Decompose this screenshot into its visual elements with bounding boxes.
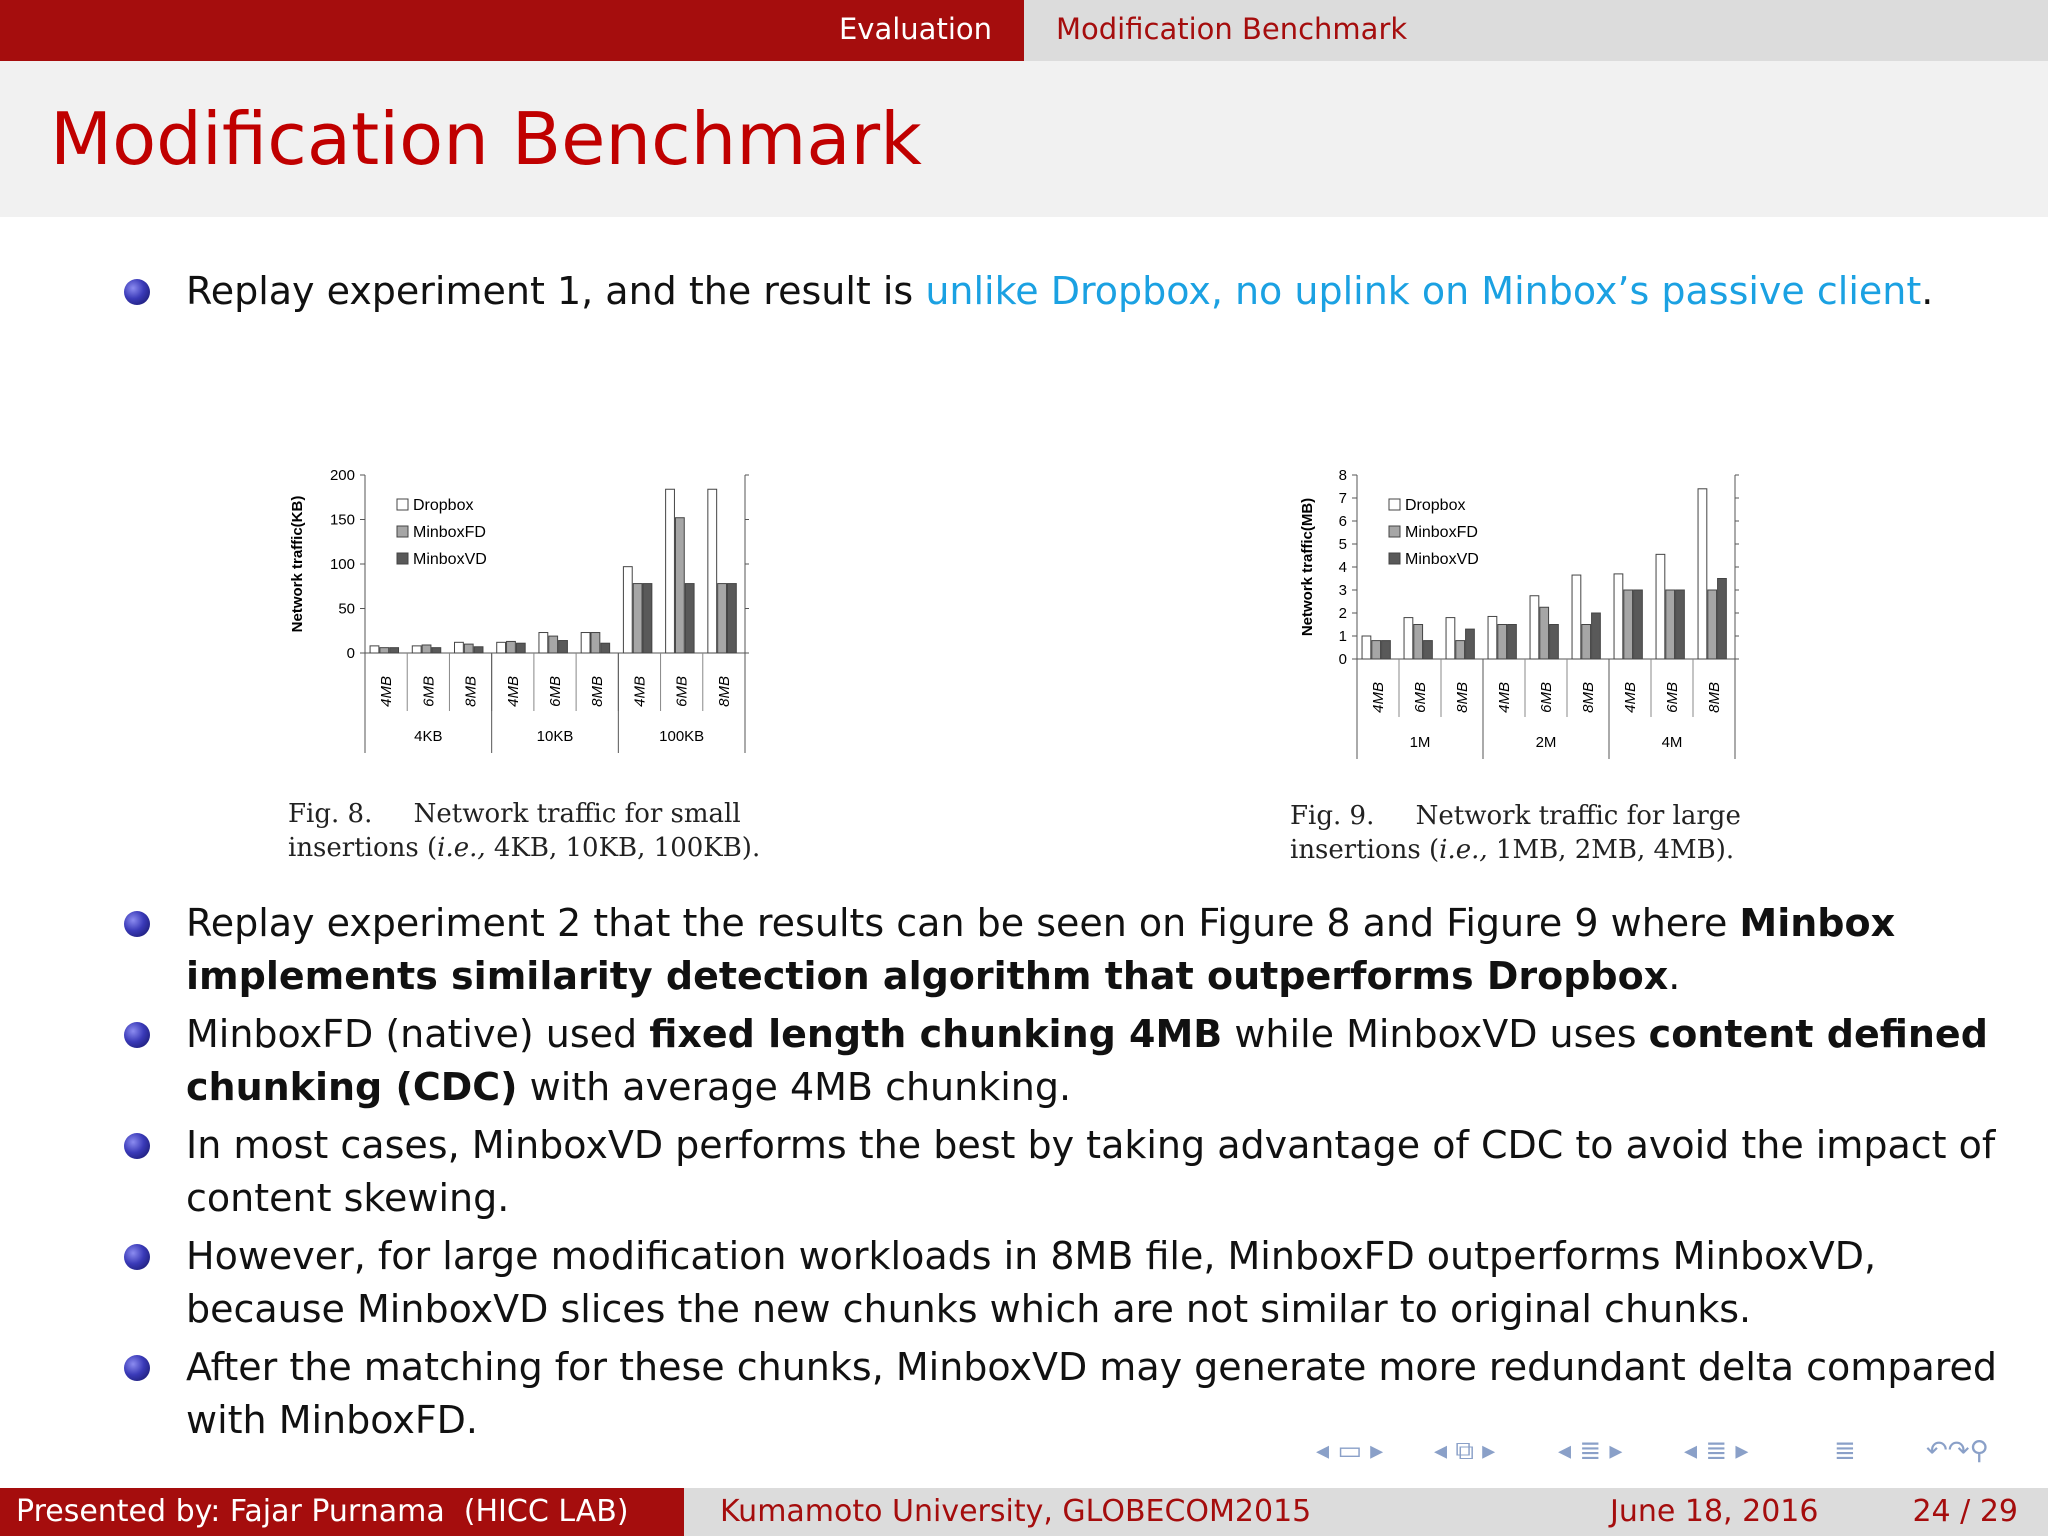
legend-label: MinboxVD (1405, 551, 1479, 568)
x-tick-label: 8MB (589, 676, 607, 707)
page-number[interactable]: 24 / 29 (1912, 1494, 2018, 1529)
legend-label: Dropbox (413, 497, 474, 514)
bullet-1 (186, 265, 2006, 318)
legend-swatch (1389, 553, 1400, 564)
y-tick-label: 7 (1338, 490, 1347, 507)
x-tick-label: 6MB (1412, 682, 1429, 713)
bold-text: fixed length chunking 4MB (649, 1012, 1223, 1056)
bar-minboxfd (675, 518, 684, 653)
bullet-2 (186, 897, 2006, 1003)
title-bar (0, 61, 2048, 217)
bar-minboxvd (390, 648, 399, 653)
x-tick-label: 6MB (673, 676, 691, 707)
nav-section-icon[interactable]: ◂ ≣ ▸ (1684, 1436, 1749, 1466)
nav-subsection-icon[interactable]: ◂ ≣ ▸ (1558, 1436, 1623, 1466)
group-label: 4KB (414, 728, 443, 745)
bar-dropbox (1572, 575, 1581, 659)
bar-minboxfd (422, 645, 431, 653)
x-tick-label: 4MB (378, 676, 396, 707)
group-label: 2M (1535, 734, 1557, 751)
bar-minboxfd (1540, 607, 1549, 659)
bar-dropbox (708, 489, 717, 653)
caption-text: 1MB, 2MB, 4MB). (1487, 835, 1735, 865)
caption-text: insertions ( (288, 833, 438, 863)
bullet-text: In most cases, MinboxVD performs the best by taking advantage of CDC to avoid the impact of content skewing. (186, 1123, 1996, 1220)
bar-dropbox (1698, 489, 1707, 659)
section-tab[interactable] (0, 0, 1024, 61)
bar-minboxfd (591, 633, 600, 653)
bar-dropbox (1404, 618, 1413, 659)
x-tick-label: 8MB (462, 676, 480, 707)
bar-dropbox (1656, 554, 1665, 659)
x-tick-label: 8MB (1580, 682, 1597, 713)
caption-text: 4KB, 10KB, 100KB). (485, 833, 761, 863)
bar-dropbox (1446, 618, 1455, 659)
caption-line: Fig. 8. Network traffic for small (288, 799, 741, 829)
bar-minboxvd (516, 643, 525, 653)
bullet-marker-icon (124, 911, 150, 937)
y-tick-label: 150 (329, 511, 355, 529)
bar-dropbox (370, 646, 379, 653)
bullet-text: Replay experiment 2 that the results can be seen on Figure 8 and Figure 9 where (186, 901, 1740, 945)
x-tick-label: 4MB (1622, 682, 1639, 713)
footer-bar (0, 1488, 2048, 1536)
legend-label: Dropbox (1405, 497, 1466, 514)
legend-label: MinboxFD (1405, 524, 1478, 541)
y-tick-label: 200 (329, 467, 355, 484)
bullet-marker-icon (124, 279, 150, 305)
x-tick-label: 6MB (1664, 682, 1681, 713)
header-bar (0, 0, 2048, 61)
legend-label: MinboxFD (413, 524, 486, 541)
footer-info (1366, 1488, 2048, 1536)
bullet-marker-icon (124, 1355, 150, 1381)
caption-text: i.e., (1439, 835, 1488, 865)
caption-line (1290, 833, 1741, 867)
y-tick-label: 50 (338, 600, 355, 618)
nav-first-icon[interactable]: ◂ ▭ ▸ (1316, 1436, 1384, 1466)
bar-minboxfd (1624, 590, 1633, 659)
bullet-3 (186, 1008, 2006, 1114)
figure-8-chart (280, 460, 760, 760)
x-tick-label: 6MB (547, 676, 564, 707)
bullet-text: However, for large modification workloads in 8MB file, MinboxFD outperforms MinboxVD, because MinboxVD slices the new chunks which are not similar to original chunks. (186, 1234, 1877, 1331)
bullet-text: After the matching for these chunks, MinboxVD may generate more redundant delta compared with MinboxFD. (186, 1345, 1998, 1442)
footer-venue (684, 1488, 1366, 1536)
legend-swatch (1389, 499, 1400, 510)
bold-text: content defined chunking (CDC) (186, 1012, 1988, 1109)
bar-dropbox (623, 567, 632, 653)
bar-minboxvd (432, 648, 441, 653)
bullet-marker-icon (124, 1244, 150, 1270)
group-label: 100KB (659, 728, 705, 745)
bar-dropbox (455, 642, 464, 653)
caption-line: Fig. 9. Network traffic for large (1290, 801, 1741, 831)
x-tick-label: 6MB (1538, 682, 1555, 713)
bar-minboxvd (559, 641, 568, 653)
y-tick-label: 0 (346, 645, 355, 662)
x-tick-label: 8MB (1454, 682, 1471, 713)
date-text: June 18, 2016 (1610, 1494, 1819, 1529)
subsection-label: Modification Benchmark (1056, 12, 1408, 46)
x-tick-label: 4MB (1370, 682, 1387, 713)
highlight-text: unlike Dropbox, no uplink on Minbox’s passive client (925, 269, 1922, 313)
y-tick-label: 4 (1338, 559, 1347, 576)
group-label: 1M (1409, 734, 1431, 751)
bar-minboxfd (1456, 641, 1465, 659)
slide-title: Modification Benchmark (50, 97, 922, 181)
bar-minboxvd (474, 647, 483, 653)
x-tick-label: 6MB (420, 676, 438, 707)
legend-label: MinboxVD (413, 551, 487, 568)
bar-minboxfd (507, 641, 516, 653)
bar-minboxvd (727, 584, 736, 653)
bar-minboxvd (601, 643, 610, 653)
y-tick-label: 3 (1338, 582, 1347, 599)
figure-9-caption (1290, 799, 1741, 867)
y-tick-label: 100 (329, 556, 355, 573)
x-tick-label: 4MB (631, 676, 649, 707)
bullet-text: Replay experiment 1, and the result is (186, 269, 926, 313)
nav-search-icon[interactable]: ↶↷⚲ (1926, 1436, 1989, 1466)
bar-dropbox (412, 646, 421, 653)
bullet-text: . (1921, 269, 1934, 313)
bar-minboxvd (1424, 641, 1433, 659)
x-tick-label: 8MB (1706, 682, 1723, 713)
bar-minboxfd (1708, 590, 1717, 659)
bar-minboxfd (1498, 625, 1507, 660)
bullet-4 (186, 1119, 2006, 1225)
bar-dropbox (1614, 574, 1623, 659)
nav-align-icon[interactable]: ≣ (1834, 1436, 1856, 1466)
y-tick-label: 2 (1338, 605, 1347, 622)
bold-text: Minbox implements similarity detection algorithm that outperforms Dropbox (186, 901, 1896, 998)
bar-dropbox (581, 633, 590, 653)
bar-minboxvd (685, 584, 694, 653)
bar-minboxfd (1372, 641, 1381, 659)
caption-line (288, 831, 760, 865)
bar-minboxvd (1508, 625, 1517, 660)
legend-swatch (397, 526, 408, 537)
bar-dropbox (497, 642, 506, 653)
bar-dropbox (1530, 596, 1539, 659)
bar-minboxvd (1550, 625, 1559, 660)
figure-8-caption (288, 797, 760, 865)
bar-minboxfd (718, 584, 727, 653)
bar-minboxvd (643, 584, 652, 653)
y-axis-label: Network traffic(KB) (289, 495, 306, 633)
section-label: Evaluation (838, 12, 992, 46)
bullet-5 (186, 1230, 2006, 1336)
subsection-tab[interactable] (1024, 0, 2048, 61)
nav-frame-icon[interactable]: ◂ ⧉ ▸ (1434, 1436, 1496, 1466)
bullet-text: while MinboxVD uses (1222, 1012, 1649, 1056)
bullet-text: with average 4MB chunking. (517, 1065, 1072, 1109)
y-tick-label: 8 (1338, 467, 1347, 484)
bar-minboxfd (380, 648, 389, 653)
legend-swatch (1389, 526, 1400, 537)
bar-minboxvd (1592, 613, 1601, 659)
bar-minboxvd (1634, 590, 1643, 659)
venue-text: Kumamoto University, GLOBECOM2015 (720, 1494, 1312, 1529)
bar-minboxfd (633, 584, 642, 653)
legend-swatch (397, 499, 408, 510)
caption-text: insertions ( (1290, 835, 1440, 865)
bar-dropbox (1488, 616, 1497, 659)
beamer-navigation (1310, 1436, 2030, 1476)
bar-minboxfd (1414, 625, 1423, 660)
y-tick-label: 5 (1338, 536, 1347, 553)
bar-minboxvd (1676, 590, 1685, 659)
group-label: 10KB (536, 728, 574, 745)
bullet-marker-icon (124, 1133, 150, 1159)
bar-dropbox (539, 633, 548, 653)
caption-text: i.e., (437, 833, 486, 863)
bar-minboxfd (1666, 590, 1675, 659)
bar-minboxvd (1718, 579, 1727, 660)
bar-minboxvd (1382, 641, 1391, 659)
bar-dropbox (666, 489, 675, 653)
x-tick-label: 4MB (504, 676, 522, 707)
y-tick-label: 6 (1338, 513, 1347, 530)
footer-presenter (0, 1488, 684, 1536)
x-tick-label: 4MB (1496, 682, 1513, 713)
y-tick-label: 0 (1338, 651, 1347, 668)
bar-dropbox (1362, 636, 1371, 659)
bar-minboxfd (1582, 625, 1591, 660)
bullet-6 (186, 1341, 2006, 1447)
y-axis-label: Network traffic(MB) (1299, 497, 1316, 637)
bar-minboxfd (464, 644, 473, 653)
bullet-marker-icon (124, 1022, 150, 1048)
figure-9-chart (1290, 460, 1770, 760)
presenter-text: Presented by: Fajar Purnama (HICC LAB) (16, 1494, 629, 1529)
legend-swatch (397, 553, 408, 564)
bar-minboxvd (1466, 629, 1475, 659)
bar-minboxfd (549, 636, 558, 653)
bullet-text: MinboxFD (native) used (186, 1012, 650, 1056)
x-tick-label: 8MB (715, 676, 733, 707)
group-label: 4M (1661, 734, 1683, 751)
bullet-text: . (1668, 954, 1681, 998)
y-tick-label: 1 (1338, 628, 1347, 645)
